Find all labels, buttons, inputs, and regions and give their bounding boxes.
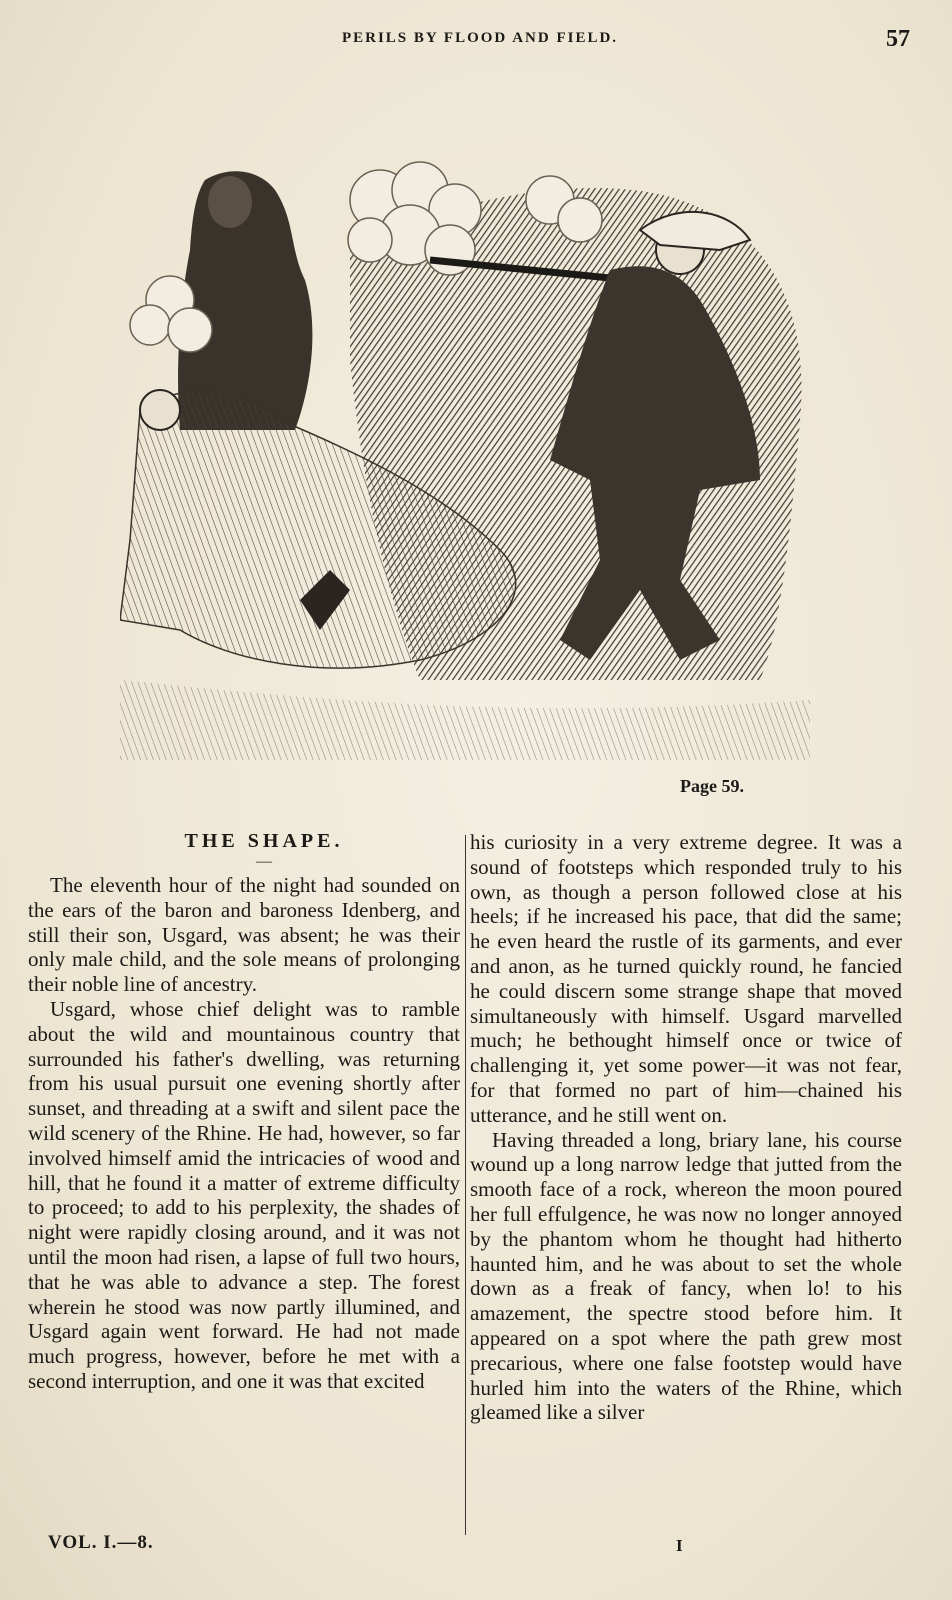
article-title: THE SHAPE. [184, 830, 344, 852]
illustration-caption: Page 59. [680, 776, 744, 796]
left-column [28, 830, 460, 1394]
title-separator: — [256, 853, 272, 870]
paragraph: his curiosity in a very extreme degree. It was a sound of footsteps which responded truly to his own, as though a person followed close at his heels; if he increased his pace, that did the same; he even heard the rustle of its garments, and ever and anon, as he turned quickly round, he fancied he could discern some strange shape that moved simultaneously with himself. Usgard marvelled much; he bethought himself once or twice of challenging it, yet some power—it was not fear, for that formed no part of him—chained his utterance, and he still went on. [470, 830, 902, 1127]
paragraph: The eleventh hour of the night had sounded on the ears of the baron and baroness Idenberg, and still their son, Usgard, was absent; he was their only male child, and the sole means of prolonging their noble line of ancestry. [28, 873, 460, 997]
column-divider [465, 835, 466, 1535]
printer-signature: I [676, 1536, 683, 1555]
paragraph: Having threaded a long, briary lane, his course wound up a long narrow ledge that jutted from the smooth face of a rock, whereon the moon poured her full effulgence, he was now no longer annoyed by the phantom whom he thought had hitherto haunted him, and he was about to set the whole down as a freak of fancy, when lo! to his amazement, the spectre stood before him. It appeared on a spot where the path grew most precarious, where one false footstep would have hurled him into the waters of the Rhine, which gleamed like a silver [470, 1127, 902, 1425]
page-number: 57 [886, 26, 910, 52]
paragraph: Usgard, whose chief delight was to ramble about the wild and mountainous country that surrounded his father's dwelling, was returning from his usual pursuit one evening shortly after sunset, and threading at a swift and silent pace the wild scenery of the Rhine. He had, however, so far involved himself amid the intricacies of wood and hill, that he found it a matter of extreme difficulty to proceed; to add to his perplexity, the shades of night were rapidly closing around, and it was not until the moon had risen, a lapse of full two hours, that he was able to advance a step. The forest wherein he stood was now partly illumined, and Usgard again went forward. He had not made much progress, however, before he met with a second interruption, and one it was that excited [28, 996, 460, 1393]
right-column [470, 830, 902, 1425]
engraving-illustration [120, 160, 820, 760]
running-title: PERILS BY FLOOD AND FIELD. [341, 30, 619, 46]
volume-signature: VOL. I.—8. [48, 1532, 154, 1553]
